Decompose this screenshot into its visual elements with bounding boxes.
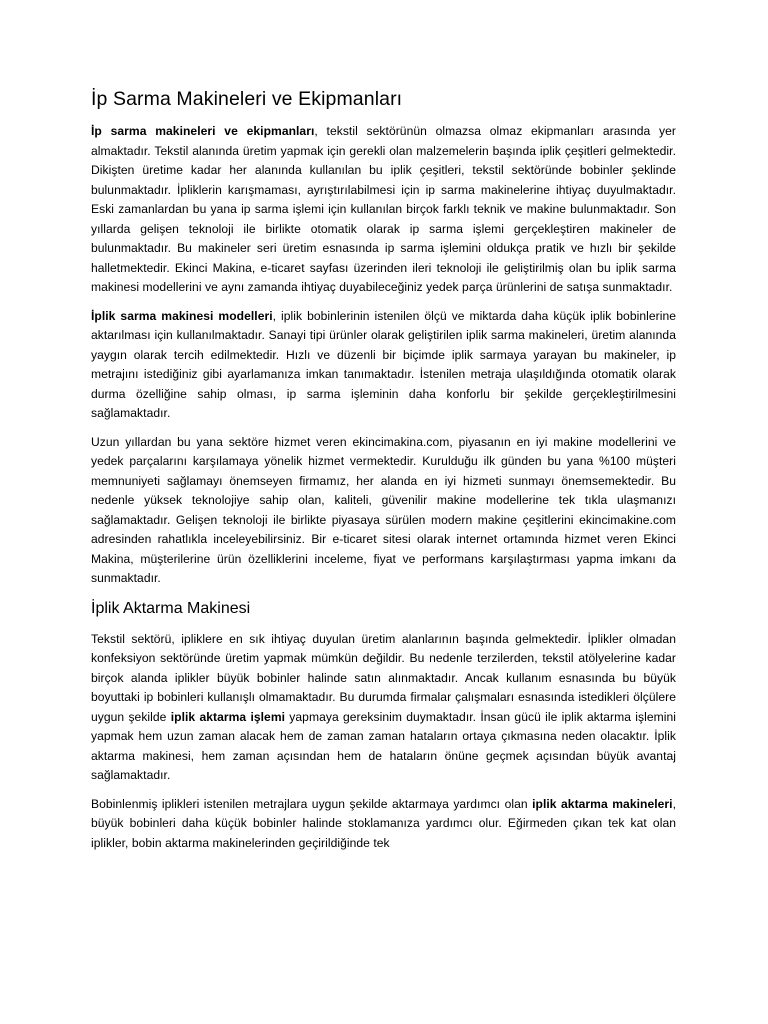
paragraph-transfer-machines <box>91 795 676 854</box>
paragraph-text: , iplik bobinlerinin istenilen ölçü ve miktarda daha küçük iplik bobinlerine aktarılması için kullanılmaktadır. Sanayi tipi ürünler olarak geliştirilen iplik sarma makineleri, üretim alanında yaygın olarak tercih edilmektedir. Hızlı ve düzenli bir biçimde iplik sarmaya yarayan bu makineler, ip metrajını istediğiniz gibi ayarlamanıza imkan tanımaktadır. İstenilen metraja ulaşıldığında otomatik olarak durma özelliğine sahip olması, ip sarma işleminin daha konforlu bir şekilde gerçekleştirilmesini sağlamaktadır. <box>91 308 676 420</box>
paragraph-text: Uzun yıllardan bu yana sektöre hizmet veren ekincimakina.com, piyasanın en iyi makine modellerini ve yedek parçalarını karşılamaya yönelik hizmet vermektedir. Kurulduğu ilk günden bu yana %100 müşteri memnuniyeti sağlamayı önemseyen firmamız, her alanda en iyi hizmeti sunmayı önemsemektedir. Bu nedenle yüksek teknolojiye sahip olan, kaliteli, güvenilir makine modellerine tek tıkla ulaşmanızı sağlamaktadır. Gelişen teknoloji ile birlikte piyasaya sürülen modern makine çeşitlerini ekincimakine.com adresinden rahatlıkla inceleyebilirsiniz. Bir e-ticaret sitesi olarak internet ortamında hizmet veren Ekinci Makina, müşterilerine ürün özelliklerini inceleme, fiyat ve performans karşılaştırması yapma imkanı da sunmaktadır. <box>91 434 676 585</box>
paragraph-text: , tekstil sektörünün olmazsa olmaz ekipmanları arasında yer almaktadır. Tekstil alanında üretim yapmak için gerekli olan malzemelerin başında iplik çeşitleri gelmektedir. Dikişten üretime kadar her alanında kullanılan bu iplik çeşitleri, tekstil sektöründe bobinler şeklinde bulunmaktadır. İpliklerin karışmaması, ayrıştırılabilmesi için ip sarma makinelerine ihtiyaç duyulmaktadır. Eski zamanlardan bu yana ip sarma işlemi için kullanılan birçok farklı teknik ve makine bulunmaktadır. Son yıllarda gelişen teknoloji ile birlikte otomatik olarak ip sarma işlemi gerçekleştiren makineler de bulunmaktadır. Bu makineler seri üretim esnasında ip sarma işlemini oldukça pratik ve hızlı bir şekilde halletmektedir. Ekinci Makina, e-ticaret sayfası üzerinden ileri teknoloji ile geliştirilmiş olan bu iplik sarma makinesi modellerini ve aynı zamanda ihtiyaç duyabileceğiniz yedek parça ürünlerini de satışa sunmaktadır. <box>91 124 677 294</box>
section-heading: İplik Aktarma Makinesi <box>91 599 251 617</box>
paragraph-transfer-intro <box>91 630 676 786</box>
paragraph-text: Tekstil sektörü, ipliklere en sık ihtiyaç duyulan üretim alanlarının başında gelmektedir. İplikler olmadan konfeksiyon sektöründe üretim yapmak mümkün değildir. Bu nedenle terzilerden, tekstil atölyelerine kadar birçok alanda iplikler büyük bobinler halinde satın alınmaktadır. Ancak kullanım esnasında bu büyük boyuttaki ip bobinleri kullanışlı olmamaktadır. Bu durumda firmalar çalışmaları esnasında istedikleri ölçülere uygun şekilde <box>91 631 676 724</box>
paragraph-models <box>91 307 676 424</box>
paragraph-intro <box>91 122 676 298</box>
paragraph-text: Bobinlenmiş iplikleri istenilen metrajlara uygun şekilde aktarmaya yardımcı olan <box>91 796 533 811</box>
document-page <box>91 86 676 862</box>
document-title: İp Sarma Makineleri ve Ekipmanları <box>91 88 403 110</box>
bold-phrase: iplik aktarma işlemi <box>170 709 286 724</box>
bold-phrase: İplik sarma makinesi modelleri <box>91 308 273 323</box>
bold-phrase: iplik aktarma makineleri <box>532 796 673 811</box>
bold-phrase: İp sarma makineleri ve ekipmanları <box>91 124 315 138</box>
paragraph-text: yapmaya gereksinim duymaktadır. İnsan gücü ile iplik aktarma işlemini yapmak hem uzun zaman alacak hem de zaman zaman hataların ortaya çıkmasına neden olacaktır. İplik aktarma makinesi, hem zaman açısından hem de hataların önüne geçmek açısından büyük avantaj sağlamaktadır. <box>91 709 676 782</box>
paragraph-company <box>91 433 676 589</box>
paragraph-text: , büyük bobinleri daha küçük bobinler halinde stoklamanıza yardımcı olur. Eğirmeden çıkan tek kat olan iplikler, bobin aktarma makinelerinden geçirildiğinde tek <box>91 796 676 850</box>
